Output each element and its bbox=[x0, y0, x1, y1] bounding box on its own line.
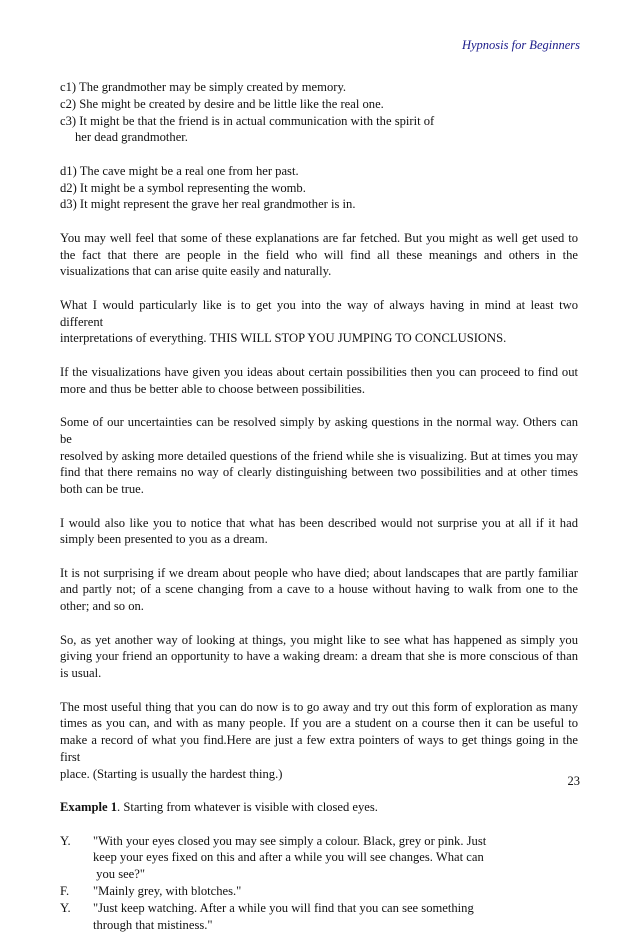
paragraph bbox=[60, 230, 578, 280]
paragraph-line: giving your friend an opportunity to have a waking dream: a dream that she is more conscious of than bbox=[60, 649, 578, 664]
utterance-line: you see?" bbox=[93, 867, 145, 882]
paragraph-line: It is not surprising if we dream about people who have died; about landscapes that are partly familiar bbox=[60, 565, 578, 580]
paragraph-line: What I would particularly like is to get you into the way of always having in mind at least two different bbox=[60, 297, 578, 329]
list-item: c1) The grandmother may be simply created by memory. bbox=[60, 80, 347, 94]
paragraph-line: resolved by asking more detailed questions of the friend while she is visualizing. But at times you may bbox=[60, 448, 578, 463]
paragraph-line: If the visualizations have given you ideas about certain possibilities then you can proceed to find out bbox=[60, 364, 578, 379]
paragraph-line: The most useful thing that you can do now is to go away and try out this form of exploration as many bbox=[60, 699, 578, 714]
list-item: c3) It might be that the friend is in actual communication with the spirit of bbox=[60, 113, 435, 128]
paragraph-line: and partly not; of a scene changing from a cave to a house without having to walk from one to the bbox=[60, 582, 578, 597]
paragraph-line: other; and so on. bbox=[60, 599, 144, 614]
paragraph-line: visualizations that can arise quite easily and naturally. bbox=[60, 264, 332, 279]
paragraph-line: is usual. bbox=[60, 666, 102, 681]
paragraph bbox=[60, 414, 578, 498]
paragraph-line: make a record of what you find.Here are just a few extra pointers of ways to get things going in the first bbox=[60, 733, 578, 765]
paragraph bbox=[60, 364, 578, 398]
paragraph bbox=[60, 565, 578, 615]
paragraph-line: place. (Starting is usually the hardest thing.) bbox=[60, 766, 283, 781]
page-number: 23 bbox=[567, 774, 580, 788]
paragraph bbox=[60, 699, 578, 783]
paragraph-line: I would also like you to notice that what has been described would not surprise you at all if it had bbox=[60, 515, 578, 530]
list-item-continuation: her dead grandmother. bbox=[75, 130, 188, 145]
utterance bbox=[93, 833, 578, 883]
paragraph bbox=[60, 515, 578, 549]
example-heading bbox=[60, 799, 578, 816]
speaker-label: Y. bbox=[60, 900, 71, 915]
paragraph-line: You may well feel that some of these explanations are far fetched. But you might as well get used to bbox=[60, 230, 578, 245]
paragraph-line: both can be true. bbox=[60, 482, 144, 497]
dialog-row bbox=[60, 833, 578, 883]
paragraph-line: simply been presented to you as a dream. bbox=[60, 532, 268, 547]
paragraph-line: times as you can, and with as many people. If you are a student on a course then it can be useful to bbox=[60, 716, 578, 731]
list-item: d1) The cave might be a real one from her past. bbox=[60, 163, 299, 178]
utterance-line: "Mainly grey, with blotches." bbox=[93, 884, 242, 899]
paragraph-line: interpretations of everything. THIS WILL STOP YOU JUMPING TO CONCLUSIONS. bbox=[60, 331, 507, 346]
list-d bbox=[60, 163, 578, 213]
speaker-label: Y. bbox=[60, 833, 71, 848]
running-header: Hypnosis for Beginners bbox=[461, 38, 580, 52]
utterance-line: keep your eyes fixed on this and after a while you will see changes. What can bbox=[93, 850, 484, 865]
speaker-label: F. bbox=[60, 884, 70, 899]
paragraph-line: find that there remains no way of clearly distinguishing between two possibilities and at other times bbox=[60, 465, 578, 480]
dialog bbox=[60, 833, 578, 933]
utterance-line: "With your eyes closed you may see simply a colour. Black, grey or pink. Just bbox=[93, 833, 487, 848]
dialog-row bbox=[60, 883, 578, 900]
paragraph-line: more and thus be better able to choose between possibilities. bbox=[60, 381, 365, 396]
utterance-line: "Just keep watching. After a while you will find that you can see something bbox=[93, 900, 474, 915]
paragraph-line: Some of our uncertainties can be resolved simply by asking questions in the normal way. Others can be bbox=[60, 414, 578, 446]
paragraph-line: the fact that there are people in the field who will find all these meanings and others in the bbox=[60, 247, 578, 262]
paragraph-line: So, as yet another way of looking at things, you might like to see what has happened as simply you bbox=[60, 632, 578, 647]
list-c bbox=[60, 79, 578, 146]
list-item: d2) It might be a symbol representing the womb. bbox=[60, 180, 306, 195]
paragraph bbox=[60, 297, 578, 347]
utterance bbox=[93, 900, 578, 933]
utterance bbox=[93, 883, 578, 900]
paragraph bbox=[60, 632, 578, 682]
example-description: . Starting from whatever is visible with closed eyes. bbox=[117, 800, 378, 815]
example-label: Example 1 bbox=[60, 800, 118, 815]
list-item: d3) It might represent the grave her real grandmother is in. bbox=[60, 197, 356, 212]
utterance-line: through that mistiness." bbox=[93, 917, 213, 932]
list-item: c2) She might be created by desire and be little like the real one. bbox=[60, 96, 384, 111]
dialog-row bbox=[60, 900, 578, 933]
page-body bbox=[60, 79, 578, 933]
